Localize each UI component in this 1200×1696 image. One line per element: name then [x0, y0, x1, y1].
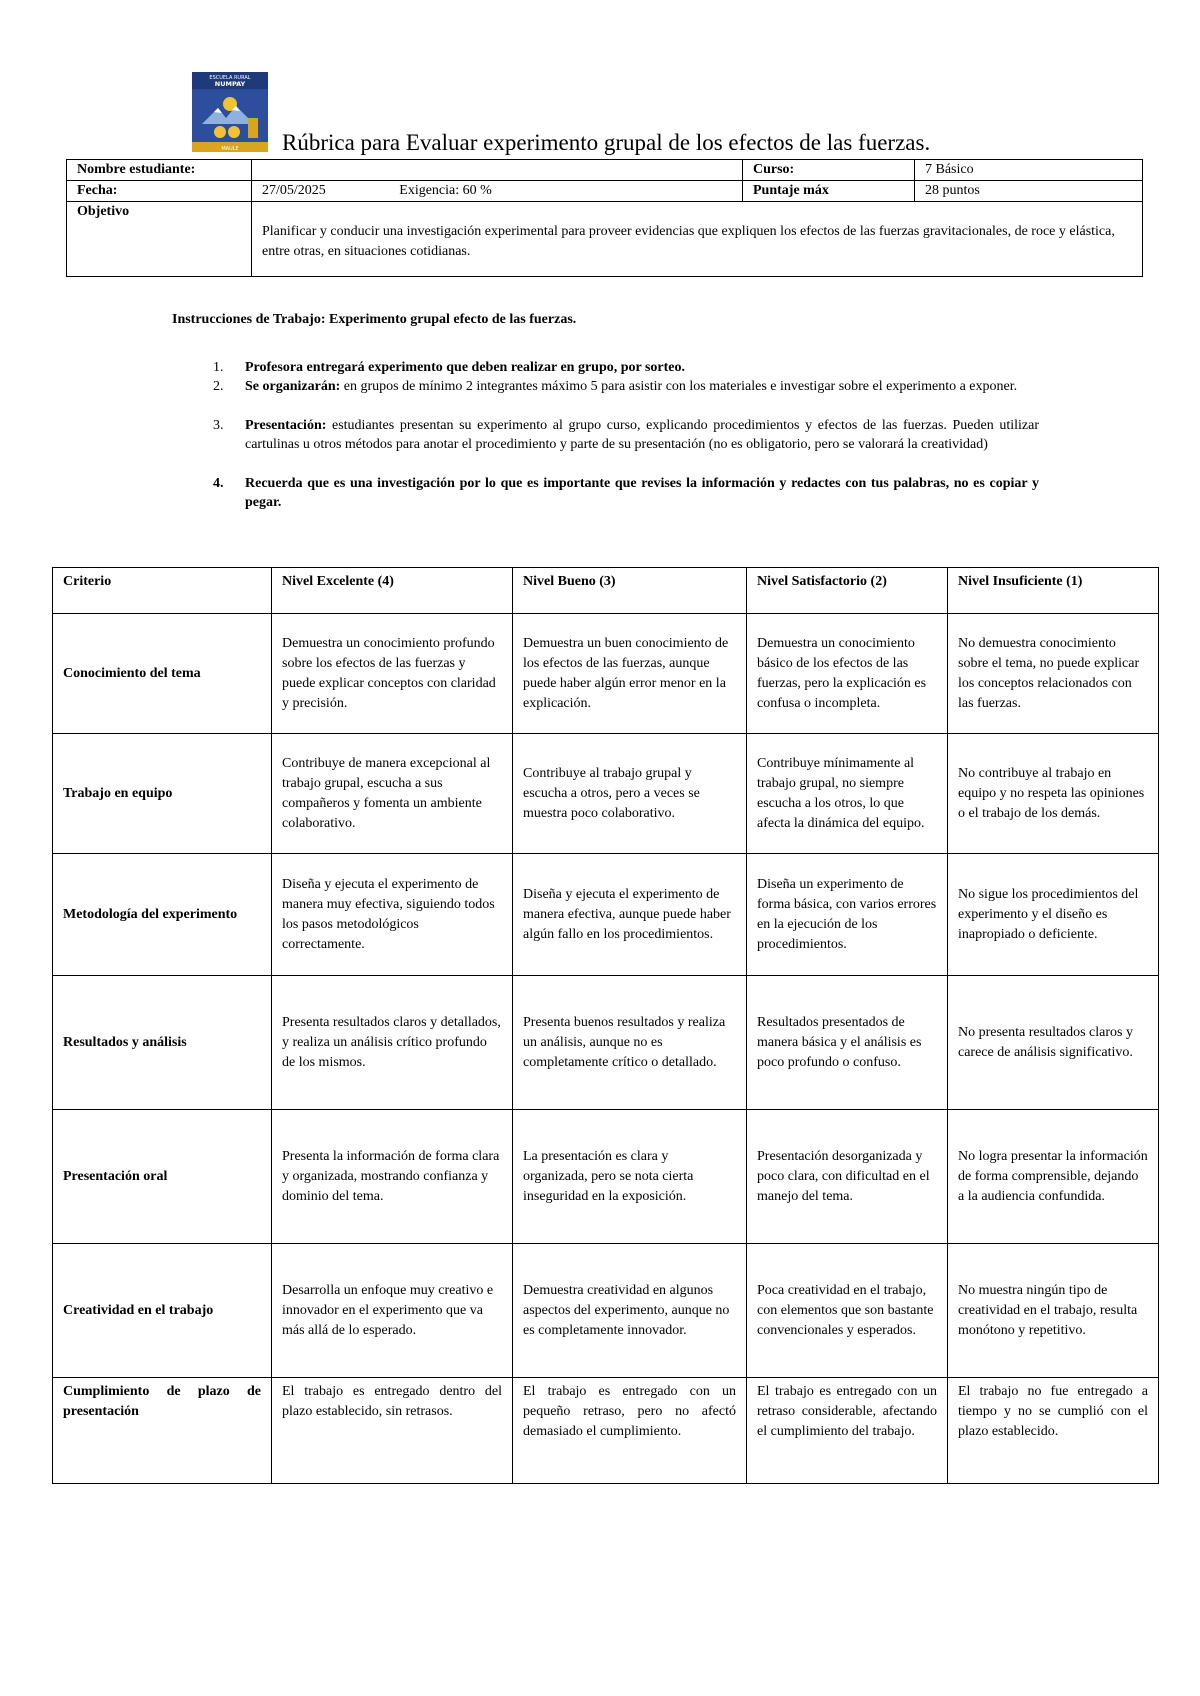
instructions-list — [213, 358, 1039, 512]
level-cell: No muestra ningún tipo de creatividad en el trabajo, resulta monótono y repetitivo. — [948, 1244, 1159, 1378]
step-text: en grupos de mínimo 2 integrantes máximo 5 para asistir con los materiales e investigar sobre el experimento a exponer. — [340, 379, 1018, 394]
date-cell — [252, 181, 743, 202]
level-cell: El trabajo es entregado con un retraso considerable, afectando el cumplimiento del trabajo. — [747, 1378, 948, 1484]
level-cell: Presenta buenos resultados y realiza un análisis, aunque no es completamente crítico o detallado. — [513, 976, 747, 1110]
level-cell: La presentación es clara y organizada, pero se nota cierta inseguridad en la exposición. — [513, 1110, 747, 1244]
step-number: 1. — [213, 360, 224, 375]
rubric-row — [53, 1110, 1159, 1244]
rubric-row — [53, 976, 1159, 1110]
instruction-step — [213, 358, 1039, 377]
level-cell: Presenta la información de forma clara y organizada, mostrando confianza y dominio del tema. — [272, 1110, 513, 1244]
student-name-label: Nombre estudiante: — [67, 160, 252, 181]
criterion-cell: Resultados y análisis — [53, 976, 272, 1110]
step-bold-text: Presentación: — [245, 418, 327, 433]
rubric-row — [53, 1378, 1159, 1484]
criterion-cell: Conocimiento del tema — [53, 614, 272, 734]
level-cell: Diseña un experimento de forma básica, con varios errores en la ejecución de los procedimientos. — [747, 854, 948, 976]
level-cell: El trabajo no fue entregado a tiempo y no se cumplió con el plazo establecido. — [948, 1378, 1159, 1484]
level-cell: Presenta resultados claros y detallados, y realiza un análisis crítico profundo de los mismos. — [272, 976, 513, 1110]
level-cell: El trabajo es entregado con un pequeño retraso, pero no afectó demasiado el cumplimiento. — [513, 1378, 747, 1484]
requirement-value: Exigencia: 60 % — [399, 183, 492, 198]
rubric-table — [52, 567, 1159, 1484]
level-cell: Presentación desorganizada y poco clara, con dificultad en el manejo del tema. — [747, 1110, 948, 1244]
level-cell: No sigue los procedimientos del experimento y el diseño es inapropiado o deficiente. — [948, 854, 1159, 976]
svg-text:MAULE: MAULE — [221, 146, 239, 152]
objective-label: Objetivo — [67, 202, 252, 277]
rubric-row — [53, 614, 1159, 734]
level-cell: Resultados presentados de manera básica y el análisis es poco profundo o confuso. — [747, 976, 948, 1110]
objective-text: Planificar y conducir una investigación experimental para proveer evidencias que expliquen los efectos de las fuerzas gravitacionales, de roce y elástica, entre otras, en situaciones cotidianas. — [252, 202, 1143, 277]
step-number: 2. — [213, 379, 224, 394]
instruction-step — [213, 474, 1039, 512]
course-value: 7 Básico — [915, 160, 1143, 181]
rubric-header: Nivel Satisfactorio (2) — [747, 568, 948, 614]
level-cell: Contribuye al trabajo grupal y escucha a otros, pero a veces se muestra poco colaborativo. — [513, 734, 747, 854]
criterion-cell: Trabajo en equipo — [53, 734, 272, 854]
page-title: Rúbrica para Evaluar experimento grupal de los efectos de las fuerzas. — [282, 130, 931, 155]
level-cell: Diseña y ejecuta el experimento de manera muy efectiva, siguiendo todos los pasos metodológicos correctamente. — [272, 854, 513, 976]
level-cell: No demuestra conocimiento sobre el tema, no puede explicar los conceptos relacionados con las fuerzas. — [948, 614, 1159, 734]
svg-text:ESCUELA RURAL: ESCUELA RURAL — [209, 75, 251, 81]
max-score-label: Puntaje máx — [743, 181, 915, 202]
rubric-row — [53, 734, 1159, 854]
rubric-header: Nivel Bueno (3) — [513, 568, 747, 614]
level-cell: No presenta resultados claros y carece de análisis significativo. — [948, 976, 1159, 1110]
step-bold-text: Se organizarán: — [245, 379, 341, 394]
step-bold-text: Profesora entregará experimento que deben realizar en grupo, por sorteo. — [245, 360, 686, 375]
level-cell: Contribuye de manera excepcional al trabajo grupal, escucha a sus compañeros y fomenta un ambiente colaborativo. — [272, 734, 513, 854]
instruction-step — [213, 416, 1039, 454]
criterion-cell: Metodología del experimento — [53, 854, 272, 976]
student-info-table — [66, 159, 1143, 277]
date-value: 27/05/2025 — [262, 183, 326, 198]
step-text: estudiantes presentan su experimento al grupo curso, explicando procedimientos y efectos de las fuerzas. Pueden utilizar cartulinas u otros métodos para anotar el procedimiento y parte de su presentación (no es obligatorio, pero se valorará la creatividad) — [245, 418, 1039, 452]
criterion-cell: Creatividad en el trabajo — [53, 1244, 272, 1378]
school-logo — [192, 72, 268, 152]
student-name-field[interactable] — [252, 160, 743, 181]
criterion-cell: Cumplimiento de plazo de presentación — [53, 1378, 272, 1484]
svg-text:NUMPAY: NUMPAY — [214, 80, 246, 88]
rubric-row — [53, 854, 1159, 976]
level-cell: Diseña y ejecuta el experimento de manera efectiva, aunque puede haber algún fallo en los procedimientos. — [513, 854, 747, 976]
level-cell: El trabajo es entregado dentro del plazo establecido, sin retrasos. — [272, 1378, 513, 1484]
step-number: 4. — [213, 476, 224, 491]
max-score-value: 28 puntos — [915, 181, 1143, 202]
criterion-cell: Presentación oral — [53, 1110, 272, 1244]
level-cell: No logra presentar la información de forma comprensible, dejando a la audiencia confundida. — [948, 1110, 1159, 1244]
rubric-row — [53, 1244, 1159, 1378]
level-cell: Demuestra un buen conocimiento de los efectos de las fuerzas, aunque puede haber algún error menor en la explicación. — [513, 614, 747, 734]
level-cell: Demuestra creatividad en algunos aspectos del experimento, aunque no es completamente innovador. — [513, 1244, 747, 1378]
rubric-header: Nivel Insuficiente (1) — [948, 568, 1159, 614]
rubric-header: Nivel Excelente (4) — [272, 568, 513, 614]
level-cell: Contribuye mínimamente al trabajo grupal, no siempre escucha a los otros, lo que afecta la dinámica del equipo. — [747, 734, 948, 854]
level-cell: Demuestra un conocimiento profundo sobre los efectos de las fuerzas y puede explicar conceptos con claridad y precisión. — [272, 614, 513, 734]
level-cell: Poca creatividad en el trabajo, con elementos que son bastante convencionales y esperados. — [747, 1244, 948, 1378]
level-cell: Desarrolla un enfoque muy creativo e innovador en el experimento que va más allá de lo esperado. — [272, 1244, 513, 1378]
instruction-step — [213, 377, 1039, 396]
step-bold-text: Recuerda que es una investigación por lo que es importante que revises la información y redactes con tus palabras, no es copiar y pegar. — [245, 476, 1039, 510]
rubric-header: Criterio — [53, 568, 272, 614]
level-cell: No contribuye al trabajo en equipo y no respeta las opiniones o el trabajo de los demás. — [948, 734, 1159, 854]
level-cell: Demuestra un conocimiento básico de los efectos de las fuerzas, pero la explicación es confusa o incompleta. — [747, 614, 948, 734]
step-number: 3. — [213, 418, 224, 433]
course-label: Curso: — [743, 160, 915, 181]
instructions-title: Instrucciones de Trabajo: Experimento grupal efecto de las fuerzas. — [172, 312, 577, 327]
rubric-header-row — [53, 568, 1159, 614]
date-label: Fecha: — [67, 181, 252, 202]
